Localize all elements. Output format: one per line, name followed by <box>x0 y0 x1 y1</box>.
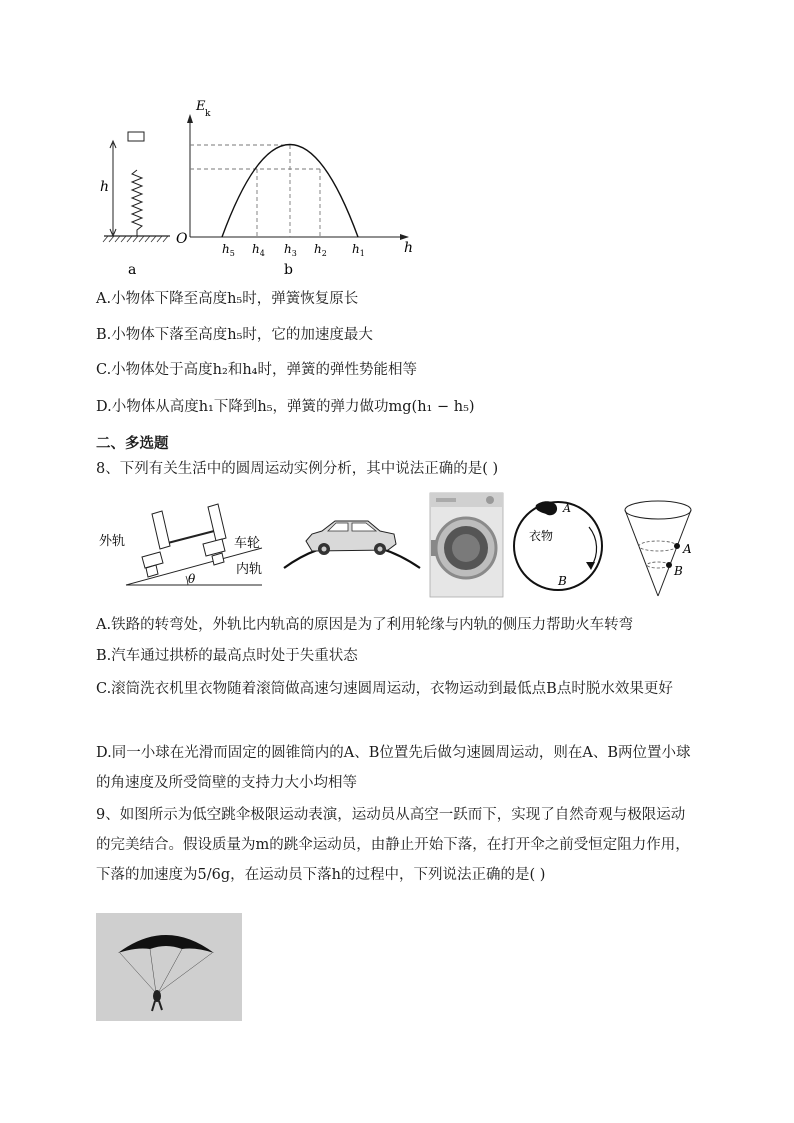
section-title: 二、多选题 <box>96 435 169 452</box>
q7-axis-x: h <box>404 240 414 256</box>
tick-h1: $h_1$ <box>352 242 365 258</box>
q8-option-d[interactable]: D.同一小球在光滑而固定的圆锥筒内的A、B位置先后做匀速圆周运动，则在A、B两位置小球的角速度及所受筒壁的支持力大小均相等 <box>96 745 691 791</box>
q7-option-c[interactable]: C.小物体处于高度h₂和h₄时，弹簧的弹性势能相等 <box>96 362 417 378</box>
drum-point-a: A <box>563 502 571 515</box>
q7-axis-y: E <box>196 99 206 114</box>
q7-label-a: a <box>128 262 137 278</box>
q7-origin: O <box>176 231 188 247</box>
tick-h5: $h_5$ <box>222 242 235 258</box>
tick-h4: $h_4$ <box>252 242 265 258</box>
parachute-photo <box>96 913 242 1021</box>
clothes-label: 衣物 <box>529 529 554 543</box>
q7-option-b[interactable]: B.小物体下落至高度h₅时，它的加速度最大 <box>96 327 373 343</box>
cone-figure <box>625 501 692 596</box>
drum-figure <box>514 501 602 590</box>
q8-option-b[interactable]: B.汽车通过拱桥的最高点时处于失重状态 <box>96 648 358 664</box>
theta-label: θ <box>188 572 196 586</box>
tick-h2: $h_2$ <box>314 242 327 258</box>
q7-option-d[interactable]: D.小物体从高度h₁下降到h₅，弹簧的弹力做功mg(h₁ − h₅) <box>96 399 475 415</box>
q7-h-label: h <box>100 179 110 195</box>
cone-point-a: A <box>683 542 692 556</box>
q8-stem: 8、下列有关生活中的圆周运动实例分析，其中说法正确的是( ) <box>96 461 499 477</box>
q9-stem: 9、如图所示为低空跳伞极限运动表演，运动员从高空一跃而下，实现了自然奇观与极限运动的完美结合。假设质量为m的跳伞运动员，由静止开始下落，在打开伞之前受恒定阻力作用，下落的加速度为5/6g，在运动员下落h的过程中，下列说法正确的是( ) <box>96 807 690 883</box>
railway-figure <box>99 504 262 586</box>
block-icon <box>128 132 144 141</box>
wheel-label: 车轮 <box>234 536 261 551</box>
q8-option-c[interactable]: C.滚筒洗衣机里衣物随着滚筒做高速匀速圆周运动，衣物运动到最低点B点时脱水效果更好 <box>96 681 673 697</box>
cone-point-b: B <box>674 564 683 578</box>
tick-h3: $h_3$ <box>284 242 297 258</box>
car-bridge-figure <box>284 521 420 568</box>
outer-rail-label: 外轨 <box>99 534 126 549</box>
q7-axis-y-sub: k <box>205 109 211 119</box>
spring-icon <box>132 170 142 236</box>
inner-rail-label: 内轨 <box>236 562 263 577</box>
q7-label-b: b <box>284 262 293 278</box>
washing-machine-icon <box>430 493 503 597</box>
q8-option-a[interactable]: A.铁路的转弯处，外轨比内轨高的原因是为了利用轮缘与内轨的侧压力帮助火车转弯 <box>96 617 634 633</box>
q7-figure <box>96 92 426 282</box>
q7-option-a[interactable]: A.小物体下降至高度h₅时，弹簧恢复原长 <box>96 291 359 307</box>
q8-figures <box>96 490 716 602</box>
drum-point-b: B <box>558 574 567 588</box>
